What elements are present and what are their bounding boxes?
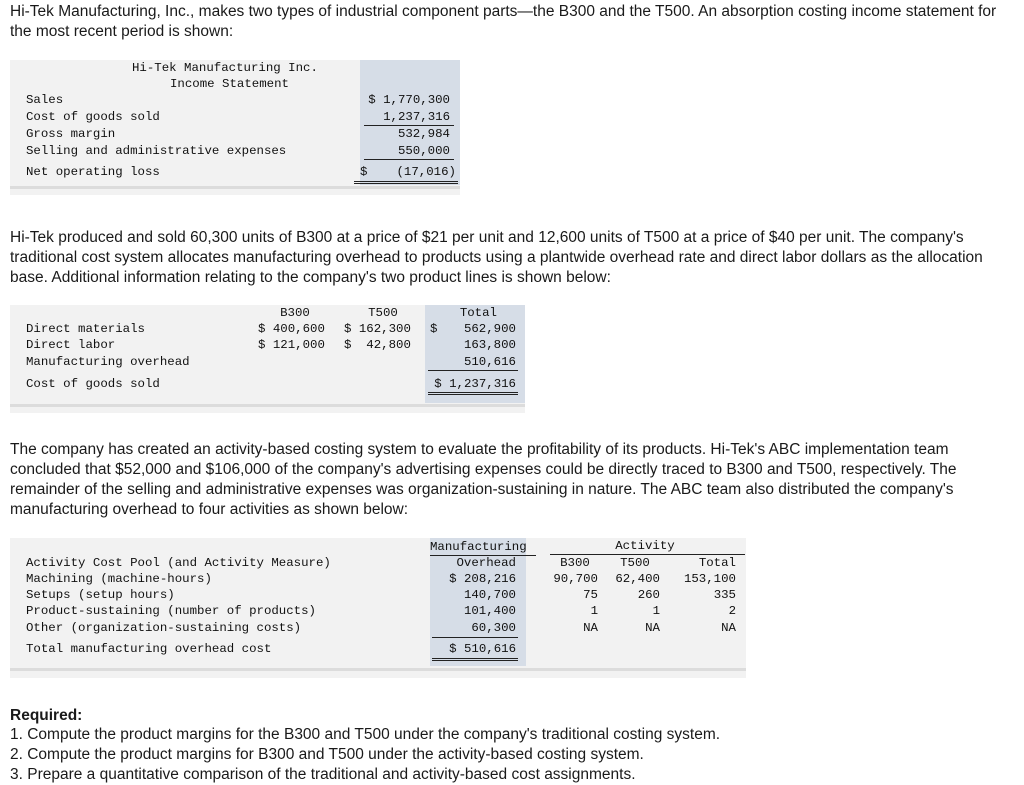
pt-b300-dl: $ 121,000 [258, 338, 325, 352]
abc-head-mo2: Overhead [456, 556, 516, 570]
abc-total-product-sustaining: 2 [728, 604, 736, 618]
abc-b300-other: NA [583, 621, 598, 635]
pt-label-dm: Direct materials [26, 322, 145, 336]
intro-paragraph: Hi-Tek Manufacturing, Inc., makes two types of industrial component parts—the B300 and the T500. An absorption costing income statement for the most recent period is shown: [10, 3, 997, 40]
is-label-gross-margin: Gross margin [26, 127, 116, 141]
abc-head-b300: B300 [560, 556, 590, 570]
is-label-cogs: Cost of goods sold [26, 110, 160, 124]
is-label-sales: Sales [26, 93, 64, 107]
pt-total-dl: 163,800 [463, 338, 516, 352]
abc-t500-setups: 260 [637, 588, 660, 602]
pt-label-cogs: Cost of goods sold [26, 377, 160, 391]
abc-t500-machining: 62,400 [615, 572, 660, 586]
abc-t500-other: NA [645, 621, 660, 635]
abc-head-total: Total [698, 556, 736, 570]
abc-label-other: Other (organization-sustaining costs) [26, 621, 302, 635]
abc-t500-product-sustaining: 1 [652, 604, 660, 618]
pt-total-dm: 562,900 [463, 322, 516, 336]
pt-header-total: Total [459, 306, 497, 320]
pt-t500-dm: $ 162,300 [344, 322, 411, 336]
required-title: Required: [10, 707, 83, 724]
abc-label-total: Total manufacturing overhead cost [26, 642, 272, 656]
abc-head-pool: Activity Cost Pool (and Activity Measure) [26, 556, 331, 570]
required-item-3: 3. Prepare a quantitative comparison of the traditional and activity-based cost assignments. [10, 766, 636, 783]
abc-mo-total: $ 510,616 [449, 642, 516, 656]
abc-total-setups: 335 [713, 588, 736, 602]
abc-head-mo1: Manufacturing [430, 540, 527, 554]
is-label-net-loss: Net operating loss [26, 165, 160, 179]
abc-b300-product-sustaining: 1 [590, 604, 598, 618]
is-value-net-loss: (17,016) [396, 165, 456, 179]
pt-b300-dm: $ 400,600 [258, 322, 325, 336]
is-currency-net-loss: $ [360, 165, 368, 179]
is-value-gross-margin: 532,984 [397, 127, 450, 141]
pt-cur-dm: $ [430, 322, 438, 336]
pt-header-t500: T500 [368, 306, 398, 320]
required-item-2: 2. Compute the product margins for B300 and T500 under the activity-based costing system. [10, 746, 644, 763]
pt-label-mo: Manufacturing overhead [26, 355, 190, 369]
abc-b300-setups: 75 [583, 588, 598, 602]
is-value-cogs: 1,237,316 [383, 110, 450, 124]
required-item-1: 1. Compute the product margins for the B300 and T500 under the company's traditional costing system. [10, 726, 721, 743]
pt-total-mo: 510,616 [463, 355, 516, 369]
is-value-sales: $ 1,770,300 [368, 93, 450, 107]
abc-mo-product-sustaining: 101,400 [463, 604, 516, 618]
income-statement-title: Income Statement [170, 77, 289, 91]
is-value-sga: 550,000 [397, 144, 450, 158]
abc-label-machining: Machining (machine-hours) [26, 572, 212, 586]
abc-total-other: NA [721, 621, 736, 635]
abc-head-t500: T500 [620, 556, 650, 570]
is-label-sga: Selling and administrative expenses [26, 144, 287, 158]
income-statement-company: Hi-Tek Manufacturing Inc. [132, 61, 318, 75]
abc-label-product-sustaining: Product-sustaining (number of products) [26, 604, 316, 618]
abc-b300-machining: 90,700 [553, 572, 598, 586]
abc-total-machining: 153,100 [683, 572, 736, 586]
pt-header-b300: B300 [280, 306, 310, 320]
cost-system-paragraph: Hi-Tek produced and sold 60,300 units of B300 at a price of $21 per unit and 12,600 units of T500 at a price of $40 per unit. The company's traditional cost system allocates manufacturing overhead to products using a plantwide overhead rate and direct labor dollars as the allocation base. Additional information relating to the company's two product lines is shown below: [10, 229, 983, 286]
abc-mo-setups: 140,700 [463, 588, 516, 602]
abc-head-activity: Activity [615, 539, 675, 553]
pt-label-dl: Direct labor [26, 338, 116, 352]
abc-mo-machining: $ 208,216 [449, 572, 516, 586]
pt-t500-dl: $ 42,800 [344, 338, 411, 352]
pt-total-cogs: $ 1,237,316 [434, 377, 516, 391]
abc-mo-other: 60,300 [471, 621, 516, 635]
abc-label-setups: Setups (setup hours) [26, 588, 175, 602]
abc-paragraph: The company has created an activity-based costing system to evaluate the profitability of its products. Hi-Tek's ABC implementation team concluded that $52,000 and $106,000 of the company's advertising expenses could be directly traced to B300 and T500, respectively. The remainder of the selling and administrative expenses was organization-sustaining in nature. The ABC team also distributed the company's manufacturing overhead to four activities as shown below: [10, 441, 957, 518]
